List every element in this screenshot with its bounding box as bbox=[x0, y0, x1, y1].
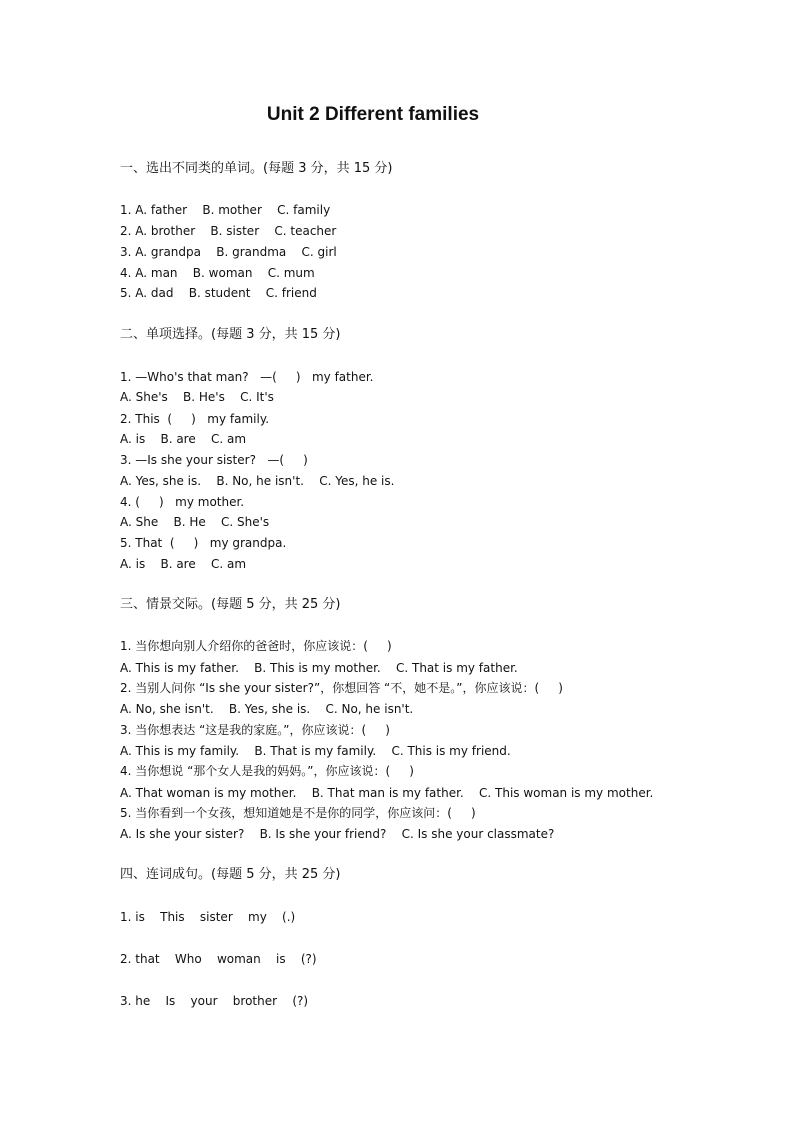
section-1-question-4: 4. A. man B. woman C. mum bbox=[120, 266, 315, 280]
section-3-options-5: A. Is she your sister? B. Is she your friend? C. Is she your classmate? bbox=[120, 827, 555, 841]
section-2-question-2: 2. This ( ) my family. bbox=[120, 412, 270, 426]
section-1-question-5: 5. A. dad B. student C. friend bbox=[120, 286, 317, 300]
section-3-options-3: A. This is my family. B. That is my family. C. This is my friend. bbox=[120, 744, 511, 758]
section-3-question-3: 3. 当你想表达 “这是我的家庭。”，你应该说：( ) bbox=[120, 723, 390, 737]
section-2-question-4: 4. ( ) my mother. bbox=[120, 495, 245, 509]
section-1-question-1: 1. A. father B. mother C. family bbox=[120, 203, 331, 217]
section-1-question-3: 3. A. grandpa B. grandma C. girl bbox=[120, 245, 337, 259]
section-1-question-2: 2. A. brother B. sister C. teacher bbox=[120, 224, 337, 238]
section-2-options-4: A. She B. He C. She's bbox=[120, 515, 270, 529]
section-3-heading: 三、情景交际。(每题 5 分，共 25 分) bbox=[120, 597, 341, 612]
section-3-options-4: A. That woman is my mother. B. That man is my father. C. This woman is my mother. bbox=[120, 786, 654, 800]
worksheet-title: Unit 2 Different families bbox=[266, 104, 480, 125]
section-2-heading: 二、单项选择。(每题 3 分，共 15 分) bbox=[120, 327, 341, 342]
section-4-question-1: 1. is This sister my (.) bbox=[120, 910, 296, 924]
section-2-options-2: A. is B. are C. am bbox=[120, 432, 247, 446]
section-2-question-1: 1. —Who's that man? —( ) my father. bbox=[120, 370, 374, 384]
section-3-question-5: 5. 当你看到一个女孩，想知道她是不是你的同学，你应该问：( ) bbox=[120, 806, 476, 820]
section-4-question-3: 3. he Is your brother (?) bbox=[120, 994, 309, 1008]
section-4-heading: 四、连词成句。(每题 5 分，共 25 分) bbox=[120, 867, 341, 882]
section-3-question-1: 1. 当你想向别人介绍你的爸爸时，你应该说：( ) bbox=[120, 639, 392, 653]
section-3-options-1: A. This is my father. B. This is my mother. C. That is my father. bbox=[120, 661, 518, 675]
section-4-question-2: 2. that Who woman is (?) bbox=[120, 952, 317, 966]
section-2-options-5: A. is B. are C. am bbox=[120, 557, 247, 571]
section-2-question-3: 3. —Is she your sister? —( ) bbox=[120, 453, 308, 467]
section-2-options-3: A. Yes, she is. B. No, he isn't. C. Yes, he is. bbox=[120, 474, 395, 488]
section-3-question-2: 2. 当别人问你 “Is she your sister?”，你想回答 “不，她不是。”，你应该说：( ) bbox=[120, 681, 563, 695]
section-2-options-1: A. She's B. He's C. It's bbox=[120, 390, 274, 404]
section-3-question-4: 4. 当你想说 “那个女人是我的妈妈。”，你应该说：( ) bbox=[120, 764, 414, 778]
section-3-options-2: A. No, she isn't. B. Yes, she is. C. No, he isn't. bbox=[120, 702, 414, 716]
section-1-heading: 一、选出不同类的单词。(每题 3 分，共 15 分) bbox=[120, 161, 393, 176]
section-2-question-5: 5. That ( ) my grandpa. bbox=[120, 536, 287, 550]
